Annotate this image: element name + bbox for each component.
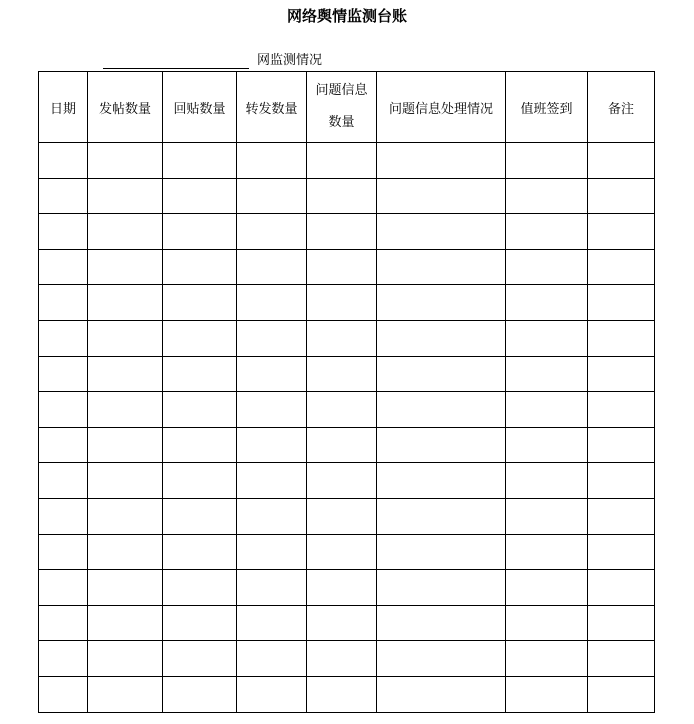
cell-notes[interactable] bbox=[588, 320, 655, 356]
cell-issue-handling[interactable] bbox=[377, 570, 506, 606]
cell-date[interactable] bbox=[39, 285, 88, 321]
cell-issue-count[interactable] bbox=[307, 427, 377, 463]
cell-replies[interactable] bbox=[163, 392, 237, 428]
cell-date[interactable] bbox=[39, 463, 88, 499]
cell-posts[interactable] bbox=[88, 178, 163, 214]
cell-notes[interactable] bbox=[588, 498, 655, 534]
cell-replies[interactable] bbox=[163, 463, 237, 499]
header-date: 日期 bbox=[39, 72, 88, 143]
cell-date[interactable] bbox=[39, 214, 88, 250]
table-row bbox=[39, 214, 655, 250]
cell-reposts[interactable] bbox=[237, 143, 307, 179]
cell-issue-handling[interactable] bbox=[377, 143, 506, 179]
cell-duty-signin[interactable] bbox=[506, 249, 588, 285]
header-reposts: 转发数量 bbox=[237, 72, 307, 143]
cell-reposts[interactable] bbox=[237, 285, 307, 321]
cell-posts[interactable] bbox=[88, 641, 163, 677]
cell-date[interactable] bbox=[39, 249, 88, 285]
cell-issue-handling[interactable] bbox=[377, 534, 506, 570]
cell-replies[interactable] bbox=[163, 605, 237, 641]
header-replies: 回贴数量 bbox=[163, 72, 237, 143]
cell-issue-handling[interactable] bbox=[377, 214, 506, 250]
cell-date[interactable] bbox=[39, 178, 88, 214]
cell-duty-signin[interactable] bbox=[506, 534, 588, 570]
cell-date[interactable] bbox=[39, 676, 88, 712]
cell-issue-count[interactable] bbox=[307, 498, 377, 534]
ledger-table bbox=[38, 71, 655, 713]
cell-posts[interactable] bbox=[88, 320, 163, 356]
cell-notes[interactable] bbox=[588, 676, 655, 712]
cell-issue-handling[interactable] bbox=[377, 356, 506, 392]
document-title: 网络舆情监测台账 bbox=[286, 7, 407, 25]
cell-date[interactable] bbox=[39, 641, 88, 677]
cell-duty-signin[interactable] bbox=[506, 498, 588, 534]
cell-issue-count[interactable] bbox=[307, 463, 377, 499]
cell-posts[interactable] bbox=[88, 249, 163, 285]
cell-reposts[interactable] bbox=[237, 392, 307, 428]
cell-date[interactable] bbox=[39, 534, 88, 570]
header-row bbox=[39, 72, 655, 143]
cell-duty-signin[interactable] bbox=[506, 285, 588, 321]
table-row bbox=[39, 249, 655, 285]
cell-notes[interactable] bbox=[588, 427, 655, 463]
cell-issue-count[interactable] bbox=[307, 249, 377, 285]
cell-replies[interactable] bbox=[163, 570, 237, 606]
cell-duty-signin[interactable] bbox=[506, 214, 588, 250]
cell-reposts[interactable] bbox=[237, 214, 307, 250]
cell-date[interactable] bbox=[39, 320, 88, 356]
cell-notes[interactable] bbox=[588, 143, 655, 179]
cell-date[interactable] bbox=[39, 427, 88, 463]
cell-issue-handling[interactable] bbox=[377, 498, 506, 534]
cell-issue-count[interactable] bbox=[307, 641, 377, 677]
cell-issue-handling[interactable] bbox=[377, 641, 506, 677]
ledger-body bbox=[39, 143, 655, 713]
cell-reposts[interactable] bbox=[237, 356, 307, 392]
table-row bbox=[39, 178, 655, 214]
cell-issue-handling[interactable] bbox=[377, 285, 506, 321]
cell-duty-signin[interactable] bbox=[506, 463, 588, 499]
cell-issue-count[interactable] bbox=[307, 143, 377, 179]
cell-duty-signin[interactable] bbox=[506, 570, 588, 606]
cell-replies[interactable] bbox=[163, 498, 237, 534]
cell-reposts[interactable] bbox=[237, 178, 307, 214]
cell-notes[interactable] bbox=[588, 605, 655, 641]
cell-issue-count[interactable] bbox=[307, 356, 377, 392]
table-row bbox=[39, 143, 655, 179]
cell-issue-count[interactable] bbox=[307, 605, 377, 641]
cell-notes[interactable] bbox=[588, 570, 655, 606]
table-row bbox=[39, 463, 655, 499]
cell-duty-signin[interactable] bbox=[506, 143, 588, 179]
cell-duty-signin[interactable] bbox=[506, 641, 588, 677]
cell-notes[interactable] bbox=[588, 285, 655, 321]
cell-reposts[interactable] bbox=[237, 605, 307, 641]
cell-issue-handling[interactable] bbox=[377, 392, 506, 428]
cell-replies[interactable] bbox=[163, 356, 237, 392]
cell-replies[interactable] bbox=[163, 178, 237, 214]
subtitle-blank-underline bbox=[103, 68, 249, 69]
cell-duty-signin[interactable] bbox=[506, 676, 588, 712]
table-row bbox=[39, 570, 655, 606]
cell-posts[interactable] bbox=[88, 498, 163, 534]
table-row bbox=[39, 605, 655, 641]
table-row bbox=[39, 534, 655, 570]
cell-reposts[interactable] bbox=[237, 570, 307, 606]
cell-reposts[interactable] bbox=[237, 320, 307, 356]
cell-posts[interactable] bbox=[88, 356, 163, 392]
cell-issue-handling[interactable] bbox=[377, 178, 506, 214]
cell-posts[interactable] bbox=[88, 463, 163, 499]
cell-replies[interactable] bbox=[163, 320, 237, 356]
header-issue-handling: 问题信息处理情况 bbox=[377, 72, 506, 143]
cell-reposts[interactable] bbox=[237, 676, 307, 712]
cell-replies[interactable] bbox=[163, 427, 237, 463]
cell-duty-signin[interactable] bbox=[506, 320, 588, 356]
cell-replies[interactable] bbox=[163, 676, 237, 712]
table-row bbox=[39, 676, 655, 712]
cell-notes[interactable] bbox=[588, 463, 655, 499]
cell-issue-handling[interactable] bbox=[377, 427, 506, 463]
cell-posts[interactable] bbox=[88, 676, 163, 712]
cell-issue-handling[interactable] bbox=[377, 320, 506, 356]
cell-replies[interactable] bbox=[163, 285, 237, 321]
cell-issue-count[interactable] bbox=[307, 570, 377, 606]
cell-issue-handling[interactable] bbox=[377, 249, 506, 285]
cell-reposts[interactable] bbox=[237, 498, 307, 534]
cell-notes[interactable] bbox=[588, 534, 655, 570]
cell-duty-signin[interactable] bbox=[506, 427, 588, 463]
cell-notes[interactable] bbox=[588, 249, 655, 285]
table-row bbox=[39, 427, 655, 463]
table-row bbox=[39, 356, 655, 392]
cell-posts[interactable] bbox=[88, 214, 163, 250]
document-subtitle: 网监测情况 bbox=[257, 53, 323, 68]
cell-date[interactable] bbox=[39, 570, 88, 606]
cell-issue-handling[interactable] bbox=[377, 463, 506, 499]
header-issue-count-line1: 问题信息 bbox=[315, 83, 368, 98]
table-row bbox=[39, 285, 655, 321]
cell-duty-signin[interactable] bbox=[506, 392, 588, 428]
cell-reposts[interactable] bbox=[237, 249, 307, 285]
cell-posts[interactable] bbox=[88, 143, 163, 179]
cell-issue-count[interactable] bbox=[307, 178, 377, 214]
cell-issue-handling[interactable] bbox=[377, 676, 506, 712]
cell-replies[interactable] bbox=[163, 249, 237, 285]
cell-notes[interactable] bbox=[588, 641, 655, 677]
table-row bbox=[39, 320, 655, 356]
cell-posts[interactable] bbox=[88, 605, 163, 641]
cell-notes[interactable] bbox=[588, 356, 655, 392]
cell-issue-handling[interactable] bbox=[377, 605, 506, 641]
cell-duty-signin[interactable] bbox=[506, 178, 588, 214]
table-row bbox=[39, 498, 655, 534]
cell-reposts[interactable] bbox=[237, 463, 307, 499]
cell-posts[interactable] bbox=[88, 392, 163, 428]
cell-duty-signin[interactable] bbox=[506, 356, 588, 392]
header-issue-count-line2: 数量 bbox=[328, 115, 355, 130]
cell-date[interactable] bbox=[39, 605, 88, 641]
cell-replies[interactable] bbox=[163, 641, 237, 677]
header-duty-signin: 值班签到 bbox=[506, 72, 588, 143]
header-posts: 发帖数量 bbox=[88, 72, 163, 143]
cell-issue-count[interactable] bbox=[307, 285, 377, 321]
cell-date[interactable] bbox=[39, 356, 88, 392]
header-issue-count bbox=[307, 72, 377, 143]
cell-posts[interactable] bbox=[88, 285, 163, 321]
cell-issue-count[interactable] bbox=[307, 676, 377, 712]
cell-posts[interactable] bbox=[88, 534, 163, 570]
table-row bbox=[39, 392, 655, 428]
header-notes: 备注 bbox=[588, 72, 655, 143]
cell-notes[interactable] bbox=[588, 178, 655, 214]
cell-replies[interactable] bbox=[163, 143, 237, 179]
cell-notes[interactable] bbox=[588, 214, 655, 250]
cell-posts[interactable] bbox=[88, 427, 163, 463]
cell-date[interactable] bbox=[39, 392, 88, 428]
cell-date[interactable] bbox=[39, 498, 88, 534]
cell-replies[interactable] bbox=[163, 534, 237, 570]
cell-notes[interactable] bbox=[588, 392, 655, 428]
table-row bbox=[39, 641, 655, 677]
cell-duty-signin[interactable] bbox=[506, 605, 588, 641]
cell-issue-count[interactable] bbox=[307, 214, 377, 250]
cell-posts[interactable] bbox=[88, 570, 163, 606]
cell-replies[interactable] bbox=[163, 214, 237, 250]
cell-issue-count[interactable] bbox=[307, 392, 377, 428]
cell-issue-count[interactable] bbox=[307, 320, 377, 356]
cell-date[interactable] bbox=[39, 143, 88, 179]
cell-reposts[interactable] bbox=[237, 427, 307, 463]
cell-reposts[interactable] bbox=[237, 641, 307, 677]
cell-reposts[interactable] bbox=[237, 534, 307, 570]
cell-issue-count[interactable] bbox=[307, 534, 377, 570]
